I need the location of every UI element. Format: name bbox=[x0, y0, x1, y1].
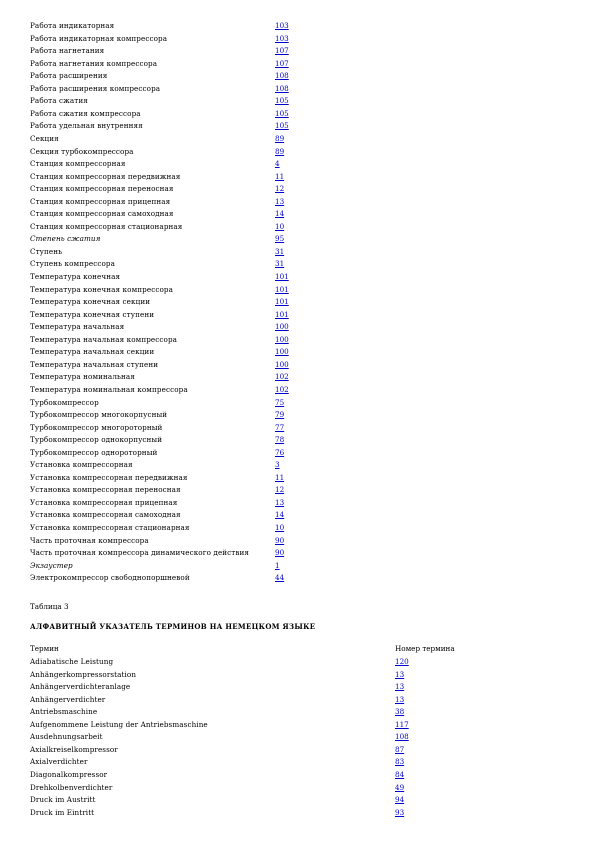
table-row bbox=[30, 756, 570, 768]
index-term: Установка компрессорная самоходная bbox=[30, 510, 181, 520]
term-number-link[interactable]: 78 bbox=[275, 435, 285, 445]
term-number-link[interactable]: 13 bbox=[275, 196, 285, 206]
table-row bbox=[30, 794, 570, 806]
index-row bbox=[30, 484, 570, 496]
term-number-link[interactable]: 10 bbox=[275, 221, 285, 231]
index-term: Ступень bbox=[30, 246, 63, 256]
index-row bbox=[30, 20, 570, 32]
index-row bbox=[30, 95, 570, 107]
index-term: Ступень компрессора bbox=[30, 259, 115, 269]
term-number-link[interactable]: 101 bbox=[275, 284, 289, 294]
index-row bbox=[30, 371, 570, 383]
term-number-link[interactable]: 14 bbox=[275, 510, 285, 520]
index-row bbox=[30, 359, 570, 371]
index-term: Температура номинальная bbox=[30, 372, 135, 382]
index-row bbox=[30, 547, 570, 559]
term-number-link[interactable]: 11 bbox=[275, 171, 285, 181]
term-number-link[interactable]: 108 bbox=[275, 83, 289, 93]
index-row bbox=[30, 560, 570, 572]
term-number-link[interactable]: 3 bbox=[275, 460, 280, 470]
table-term: Aufgenommene Leistung der Antriebsmaschine bbox=[30, 719, 208, 729]
index-term: Турбокомпрессор однокорпусный bbox=[30, 435, 163, 445]
term-number-link[interactable]: 87 bbox=[395, 744, 405, 754]
term-number-link[interactable]: 100 bbox=[275, 347, 289, 357]
index-term: Температура начальная bbox=[30, 322, 125, 332]
index-row bbox=[30, 133, 570, 145]
index-row bbox=[30, 422, 570, 434]
index-row bbox=[30, 221, 570, 233]
term-number-link[interactable]: 75 bbox=[275, 397, 285, 407]
index-term: Станция компрессорная самоходная bbox=[30, 209, 174, 219]
term-number-link[interactable]: 101 bbox=[275, 297, 289, 307]
index-term: Станция компрессорная переносная bbox=[30, 184, 174, 194]
index-term: Станция компрессорная прицепная bbox=[30, 196, 171, 206]
column-header-number: Номер термина bbox=[395, 644, 455, 653]
index-row bbox=[30, 196, 570, 208]
term-number-link[interactable]: 105 bbox=[275, 96, 289, 106]
term-number-link[interactable]: 90 bbox=[275, 535, 285, 545]
index-row bbox=[30, 108, 570, 120]
index-term: Турбокомпрессор bbox=[30, 397, 99, 407]
term-number-link[interactable]: 101 bbox=[275, 309, 289, 319]
term-number-link[interactable]: 107 bbox=[275, 46, 289, 56]
index-row bbox=[30, 334, 570, 346]
term-number-link[interactable]: 79 bbox=[275, 410, 285, 420]
index-term: Работа расширения компрессора bbox=[30, 83, 161, 93]
index-term: Работа индикаторная компрессора bbox=[30, 33, 168, 43]
term-number-link[interactable]: 44 bbox=[275, 573, 285, 583]
table-term: Adiabatische Leistung bbox=[30, 657, 114, 666]
term-number-link[interactable]: 12 bbox=[275, 485, 285, 495]
term-number-link[interactable]: 103 bbox=[275, 21, 289, 30]
index-row bbox=[30, 447, 570, 459]
index-row bbox=[30, 296, 570, 308]
index-row bbox=[30, 284, 570, 296]
index-row bbox=[30, 45, 570, 57]
term-number-link[interactable]: 76 bbox=[275, 447, 285, 457]
index-row bbox=[30, 183, 570, 195]
index-row bbox=[30, 246, 570, 258]
index-row bbox=[30, 459, 570, 471]
index-row bbox=[30, 158, 570, 170]
index-row bbox=[30, 33, 570, 45]
term-number-link[interactable]: 107 bbox=[275, 58, 289, 68]
table-heading: АЛФАВИТНЫЙ УКАЗАТЕЛЬ ТЕРМИНОВ НА НЕМЕЦКОМ ЯЗЫКЕ bbox=[30, 622, 316, 631]
term-number-link[interactable]: 108 bbox=[275, 71, 289, 81]
term-number-link[interactable]: 77 bbox=[275, 422, 285, 432]
table-term: Drehkolbenverdichter bbox=[30, 782, 113, 792]
index-row bbox=[30, 309, 570, 321]
term-number-link[interactable]: 100 bbox=[275, 334, 289, 344]
index-term: Температура начальная секции bbox=[30, 347, 155, 357]
index-term: Турбокомпрессор однороторный bbox=[30, 447, 158, 457]
term-number-link[interactable]: 93 bbox=[395, 807, 405, 817]
index-row bbox=[30, 70, 570, 82]
term-number-link[interactable]: 38 bbox=[395, 707, 405, 717]
term-number-link[interactable]: 90 bbox=[275, 548, 285, 558]
term-number-link[interactable]: 13 bbox=[395, 669, 405, 679]
index-term: Установка компрессорная прицепная bbox=[30, 497, 178, 507]
index-term: Установка компрессорная стационарная bbox=[30, 523, 190, 532]
table-term: Axialkreiselkompressor bbox=[30, 744, 118, 754]
index-term: Установка компрессорная переносная bbox=[30, 485, 181, 495]
table-row bbox=[30, 782, 570, 794]
index-row bbox=[30, 434, 570, 446]
index-row bbox=[30, 572, 570, 584]
index-row bbox=[30, 120, 570, 132]
index-term: Работа сжатия компрессора bbox=[30, 108, 141, 118]
index-term: Работа нагнетания компрессора bbox=[30, 58, 158, 68]
index-row bbox=[30, 208, 570, 220]
table-caption: Таблица 3 bbox=[30, 602, 69, 611]
term-number-link[interactable]: 108 bbox=[395, 732, 409, 742]
index-row bbox=[30, 397, 570, 409]
term-number-link[interactable]: 105 bbox=[275, 108, 289, 118]
term-number-link[interactable]: 102 bbox=[275, 372, 289, 382]
index-row bbox=[30, 497, 570, 509]
table-row bbox=[30, 719, 570, 731]
table-row bbox=[30, 681, 570, 693]
term-number-link[interactable]: 101 bbox=[275, 272, 289, 281]
term-number-link[interactable]: 84 bbox=[395, 769, 405, 779]
index-term: Секция турбокомпрессора bbox=[30, 146, 134, 156]
table-term: Druck im Austritt bbox=[30, 795, 96, 805]
table-row bbox=[30, 656, 570, 668]
term-number-link[interactable]: 31 bbox=[275, 259, 285, 269]
index-term: Станция компрессорная передвижная bbox=[30, 171, 181, 181]
index-term: Работа расширения bbox=[30, 71, 108, 81]
index-term: Температура конечная bbox=[30, 272, 121, 281]
index-term: Станция компрессорная bbox=[30, 159, 126, 169]
index-term: Температура конечная компрессора bbox=[30, 284, 173, 294]
table-term: Diagonalkompressor bbox=[30, 769, 108, 779]
term-number-link[interactable]: 11 bbox=[275, 472, 285, 482]
term-number-link[interactable]: 94 bbox=[395, 795, 405, 805]
term-number-link[interactable]: 14 bbox=[275, 209, 285, 219]
index-term: Часть проточная компрессора bbox=[30, 535, 149, 545]
table-term: Axialverdichter bbox=[30, 757, 88, 767]
term-number-link[interactable]: 100 bbox=[275, 359, 289, 369]
term-number-link[interactable]: 102 bbox=[275, 384, 289, 394]
term-number-link[interactable]: 10 bbox=[275, 523, 285, 532]
term-number-link[interactable]: 120 bbox=[395, 657, 409, 666]
term-number-link[interactable]: 12 bbox=[275, 184, 285, 194]
term-number-link[interactable]: 31 bbox=[275, 246, 285, 256]
table-term: Ausdehnungsarbeit bbox=[30, 732, 103, 742]
term-number-link[interactable]: 89 bbox=[275, 133, 285, 143]
index-row bbox=[30, 346, 570, 358]
index-row bbox=[30, 472, 570, 484]
term-number-link[interactable]: 100 bbox=[275, 322, 289, 332]
column-header-term: Термин bbox=[30, 644, 59, 653]
index-row bbox=[30, 321, 570, 333]
table-row bbox=[30, 694, 570, 706]
index-row bbox=[30, 171, 570, 183]
index-term: Секция bbox=[30, 133, 59, 143]
table-term: Antriebsmaschine bbox=[30, 707, 98, 717]
index-term: Часть проточная компрессора динамического действия bbox=[30, 548, 250, 558]
index-term: Турбокомпрессор многороторный bbox=[30, 422, 163, 432]
term-number-link[interactable]: 103 bbox=[275, 33, 289, 43]
table-row bbox=[30, 744, 570, 756]
index-term: Экзаустер bbox=[30, 560, 73, 570]
index-row bbox=[30, 258, 570, 270]
index-term: Турбокомпрессор многокорпусный bbox=[30, 410, 168, 420]
table-term: Druck im Eintritt bbox=[30, 807, 95, 817]
term-number-link[interactable]: 4 bbox=[275, 159, 280, 169]
index-term: Работа индикаторная bbox=[30, 21, 115, 30]
index-term: Электрокомпрессор свободнопоршневой bbox=[30, 573, 190, 583]
term-number-link[interactable]: 1 bbox=[275, 560, 280, 570]
table-term: Anhängerverdichter bbox=[30, 694, 106, 704]
index-row bbox=[30, 535, 570, 547]
index-term: Температура номинальная компрессора bbox=[30, 384, 188, 394]
term-number-link[interactable]: 89 bbox=[275, 146, 285, 156]
index-row bbox=[30, 271, 570, 283]
index-row bbox=[30, 522, 570, 534]
table-row bbox=[30, 807, 570, 819]
index-row bbox=[30, 233, 570, 245]
table-term: Anhängerkompressorstation bbox=[30, 669, 137, 679]
index-row bbox=[30, 509, 570, 521]
index-term: Температура конечная ступени bbox=[30, 309, 155, 319]
index-term: Степень сжатия bbox=[30, 234, 101, 244]
term-number-link[interactable]: 105 bbox=[275, 121, 289, 131]
index-term: Температура начальная компрессора bbox=[30, 334, 178, 344]
index-row bbox=[30, 83, 570, 95]
index-term: Температура начальная ступени bbox=[30, 359, 159, 369]
table-row bbox=[30, 706, 570, 718]
index-term: Работа удельная внутренняя bbox=[30, 121, 143, 131]
index-row bbox=[30, 146, 570, 158]
table-row bbox=[30, 731, 570, 743]
index-row bbox=[30, 384, 570, 396]
term-number-link[interactable]: 13 bbox=[275, 497, 285, 507]
term-number-link[interactable]: 95 bbox=[275, 234, 285, 244]
table-row bbox=[30, 769, 570, 781]
table-row bbox=[30, 669, 570, 681]
term-number-link[interactable]: 117 bbox=[395, 719, 409, 729]
term-number-link[interactable]: 13 bbox=[395, 694, 405, 704]
term-number-link[interactable]: 49 bbox=[395, 782, 405, 792]
index-term: Установка компрессорная bbox=[30, 460, 133, 470]
index-term: Установка компрессорная передвижная bbox=[30, 472, 188, 482]
term-number-link[interactable]: 83 bbox=[395, 757, 405, 767]
table-term: Anhängerverdichteranlage bbox=[30, 682, 131, 692]
index-term: Температура конечная секции bbox=[30, 297, 151, 307]
index-row bbox=[30, 409, 570, 421]
index-term: Работа нагнетания bbox=[30, 46, 105, 56]
index-row bbox=[30, 58, 570, 70]
index-term: Станция компрессорная стационарная bbox=[30, 221, 183, 231]
index-term: Работа сжатия bbox=[30, 96, 88, 106]
term-number-link[interactable]: 13 bbox=[395, 682, 405, 692]
